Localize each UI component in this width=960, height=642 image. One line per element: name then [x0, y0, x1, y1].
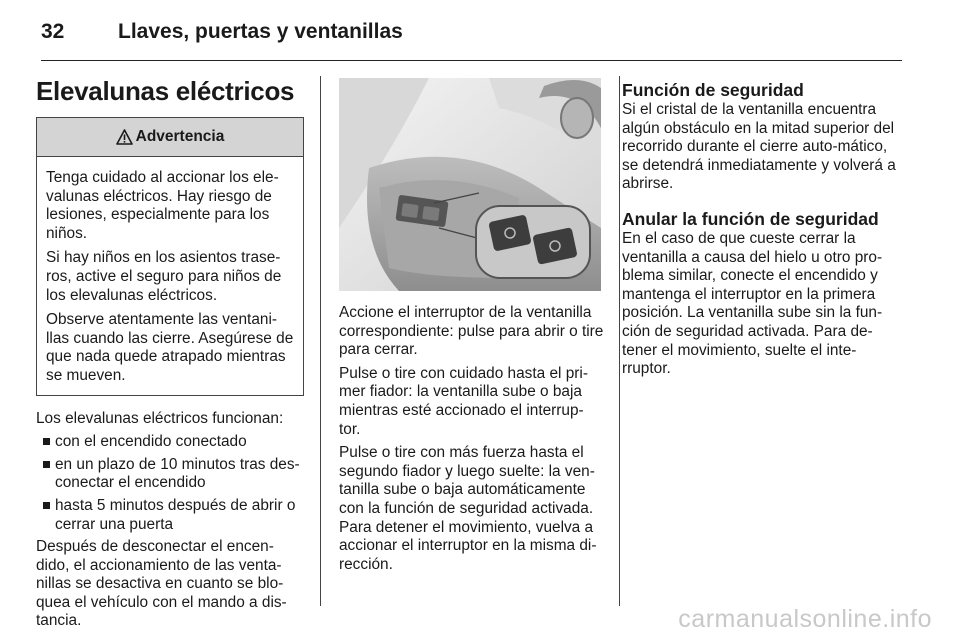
subsection-text: Si el cristal de la ventanilla encuentra algún obstáculo en la mitad superior del recorrido durante el cierre auto-mático, se detendrá inmediatamente y volverá a abrirse. — [622, 101, 896, 193]
column-divider-1 — [320, 76, 321, 606]
header-divider — [41, 60, 902, 61]
warning-paragraph: Si hay niños en los asientos trase-ros, active el seguro para niños de los elevalunas eléctricos. — [46, 249, 282, 304]
condition-list — [36, 433, 304, 534]
intro-text: Los elevalunas eléctricos funcionan: — [36, 409, 284, 427]
column-divider-2 — [619, 76, 620, 606]
list-item — [36, 433, 304, 452]
list-item-text: hasta 5 minutos después de abrir o cerrar una puerta — [55, 496, 296, 533]
bullet-icon — [43, 461, 50, 468]
window-switch-illustration — [339, 78, 601, 291]
warning-paragraph: Observe atentamente las ventani-llas cuando las cierre. Asegúrese de que nada quede atrapado mientras se mueven. — [46, 311, 294, 384]
warning-title: Advertencia — [135, 127, 225, 145]
page-number: 32 — [41, 20, 65, 43]
subsection-title: Función de seguridad — [622, 80, 804, 100]
column-middle — [339, 78, 605, 579]
subsection-title: Anular la función de seguridad — [622, 208, 879, 229]
page-header — [41, 14, 902, 54]
bullet-icon — [43, 438, 50, 445]
chapter-title: Llaves, puertas y ventanillas — [118, 20, 403, 43]
list-item-text: con el encendido conectado — [55, 433, 247, 451]
warning-body — [37, 157, 303, 395]
subsection-text: En el caso de que cueste cerrar la ventanilla a causa del hielo u otro pro-blema similar, conecte el encendido y mantenga el interruptor en la primera posición. La ventanilla sube sin la fun-ción de seguridad activada. Para de-tener el movimiento, suelte el inte-rruptor. — [622, 229, 883, 378]
outro-text: Después de desconectar el encen-dido, el accionamiento de las venta-nillas se desactiva en cuanto se blo-quea el vehículo con el mando a dis-tancia. — [36, 538, 287, 630]
bullet-icon — [43, 502, 50, 509]
list-item — [36, 456, 304, 493]
warning-triangle-icon — [116, 129, 133, 145]
column-left — [36, 66, 304, 636]
warning-header — [37, 118, 303, 157]
watermark: carmanualsonline.info — [678, 605, 932, 633]
instruction-paragraph: Pulse o tire con más fuerza hasta el segundo fiador y luego suelte: la ven-tanilla sube o baja automáticamente con la función de seguridad activada. Para detener el movimiento, vuelva a accionar el interruptor en la misma di-rección. — [339, 444, 597, 573]
instruction-paragraph: Pulse o tire con cuidado hasta el pri-mer fiador: la ventanilla sube o baja mientras esté accionado el interrup-tor. — [339, 364, 588, 438]
warning-paragraph: Tenga cuidado al accionar los ele-valunas eléctricos. Hay riesgo de lesiones, especialmente para los niños. — [46, 169, 279, 242]
window-switch-photo — [339, 78, 601, 291]
warning-box — [36, 117, 304, 396]
section-title: Elevalunas eléctricos — [36, 76, 295, 106]
list-item-text: en un plazo de 10 minutos tras des-conectar el encendido — [55, 455, 300, 492]
instruction-paragraph: Accione el interruptor de la ventanilla correspondiente: pulse para abrir o tire para cerrar. — [339, 304, 604, 359]
list-item — [36, 497, 304, 534]
column-right — [622, 80, 904, 384]
